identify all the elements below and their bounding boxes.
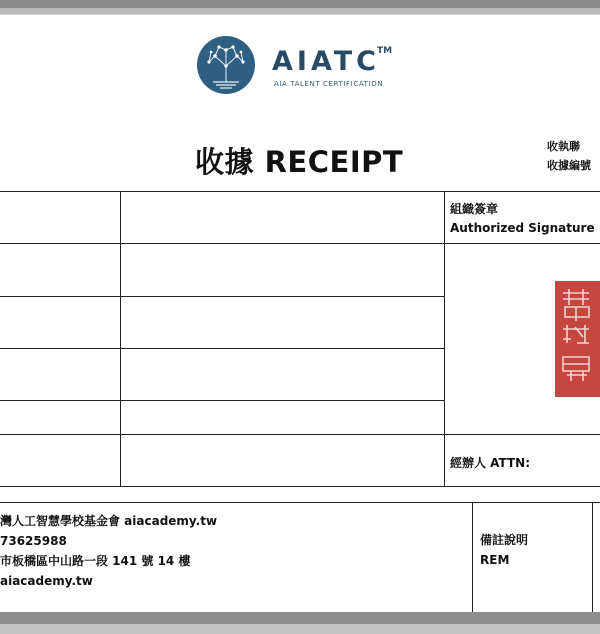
remarks-label-en: REM (480, 553, 510, 567)
logo-subtitle: AIA TALENT CERTIFICATION (274, 80, 384, 88)
logo-trademark: TM (377, 46, 393, 56)
red-seal-stamp (555, 281, 600, 397)
table-row-divider (0, 348, 444, 349)
receipt-number-label: 收據編號 (547, 159, 591, 172)
table-row-divider (0, 434, 600, 435)
bottom-band-shadow (0, 624, 600, 634)
logo-wordmark: AIATC (272, 46, 380, 77)
remarks-label-zh: 備註說明 (480, 533, 529, 547)
footer-column-divider (592, 502, 593, 612)
organization-name: 灣人工智慧學校基金會 aiacademy.tw (0, 514, 218, 528)
bottom-band (0, 612, 600, 624)
table-column-divider (120, 191, 121, 486)
table-row-divider (0, 243, 600, 244)
logo (197, 36, 407, 96)
copy-type-label: 收執聯 (547, 140, 580, 153)
receipt-meta (547, 137, 591, 175)
table-border-top (0, 191, 600, 192)
top-band (0, 0, 600, 8)
signature-label-zh: 組織簽章 (450, 202, 499, 216)
tax-id: 73625988 (0, 534, 67, 548)
authorized-signature-label (450, 200, 595, 238)
table-row-divider (0, 400, 444, 401)
table-border-bottom (0, 486, 600, 487)
tree-logo-icon (197, 36, 255, 94)
handler-attn-label: 經辦人 ATTN: (450, 456, 531, 470)
footer-border-top (0, 502, 600, 503)
organization-info (0, 511, 217, 591)
footer-column-divider (472, 502, 473, 612)
table-column-divider (444, 191, 445, 486)
page-title: 收據 RECEIPT (195, 145, 404, 179)
signature-label-en: Authorized Signature (450, 221, 595, 235)
table-row-divider (0, 296, 444, 297)
organization-address: 市板橋區中山路一段 141 號 14 樓 (0, 554, 191, 568)
organization-website: aiacademy.tw (0, 574, 93, 588)
remarks-label (480, 530, 528, 570)
